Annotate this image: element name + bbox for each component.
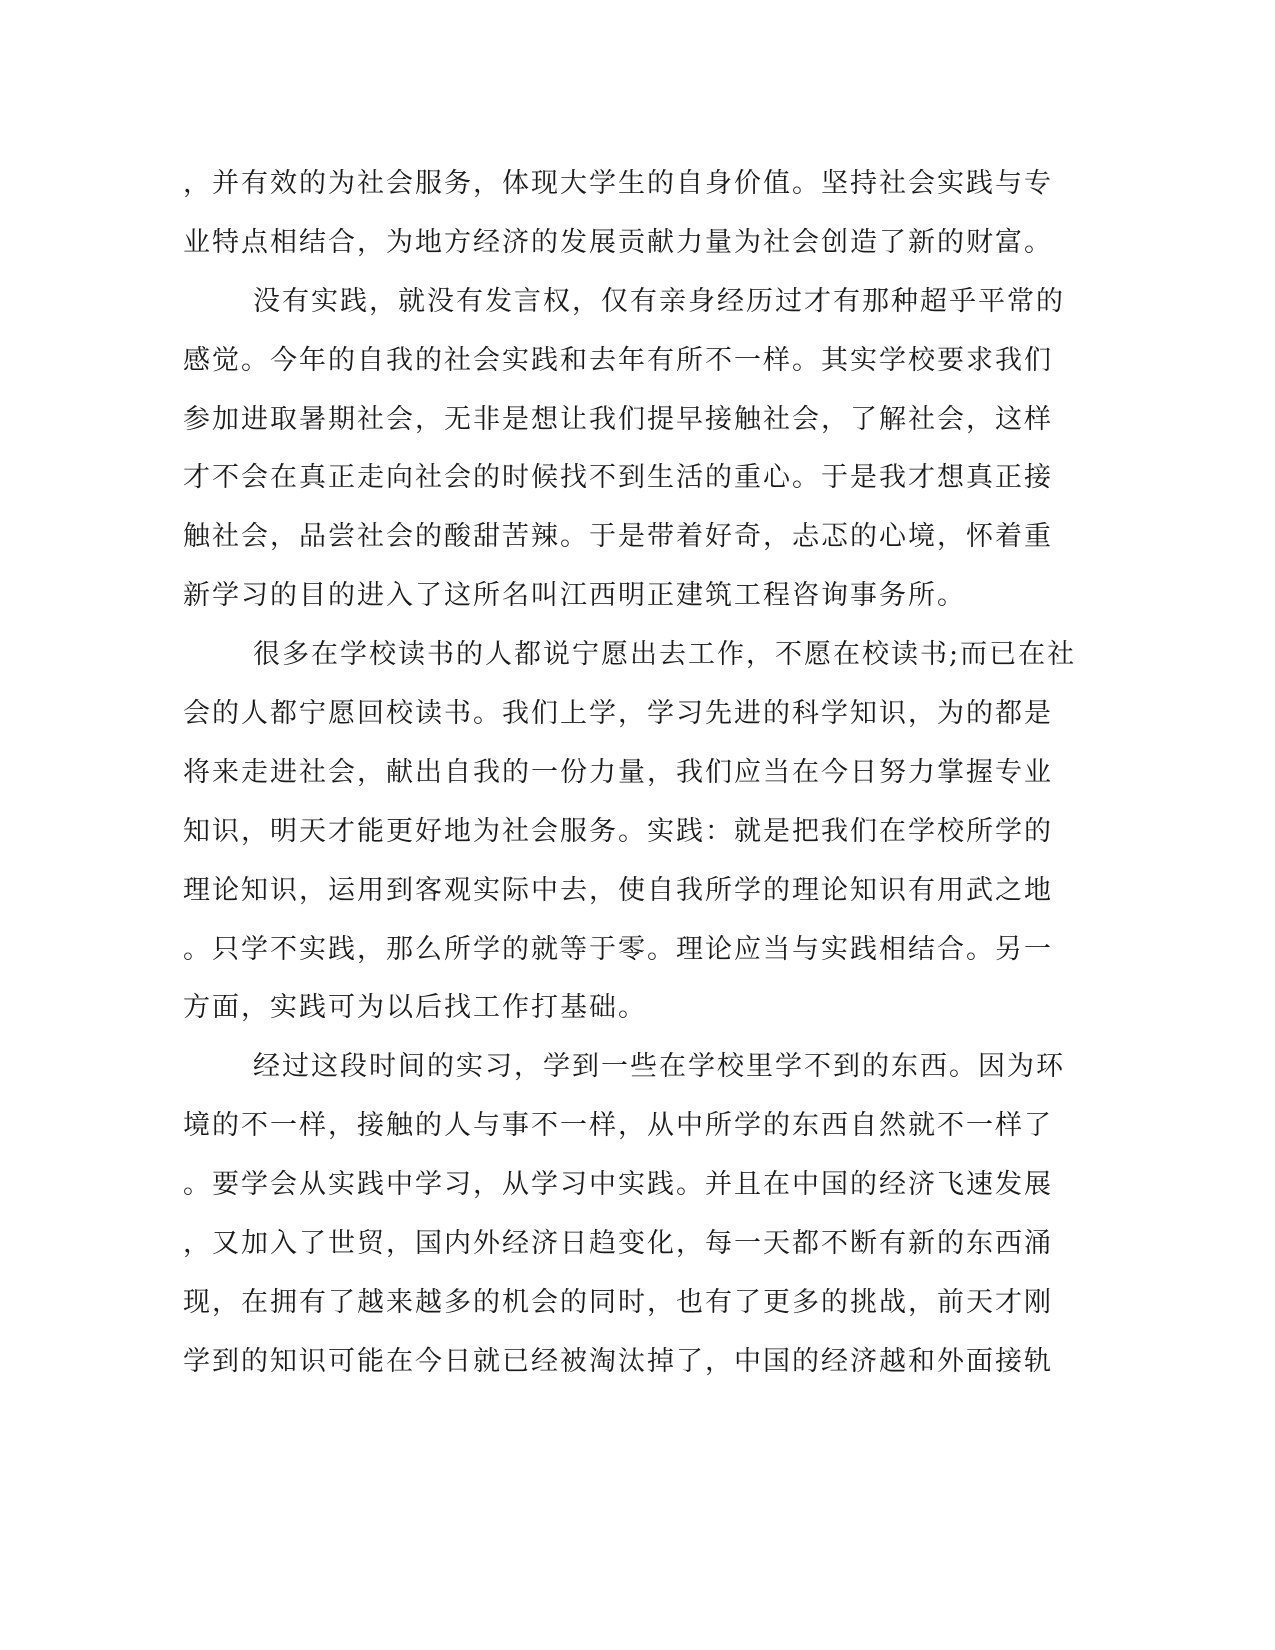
paragraph-first-line: 没有实践，就没有发言权，仅有亲身经历过才有那种超乎平常的 [253, 285, 1065, 317]
text-line: ，并有效的为社会服务，体现大学生的自身价值。坚持社会实践与专 [183, 168, 1053, 199]
text-line: ，又加入了世贸，国内外经济日趋变化，每一天都不断有新的东西涌 [183, 1228, 1053, 1260]
text-line: 业特点相结合，为地方经济的发展贡献力量为社会创造了新的财富。 [183, 226, 1053, 258]
text-line: 。只学不实践，那么所学的就等于零。理论应当与实践相结合。另一 [183, 933, 1053, 965]
text-line: 现，在拥有了越来越多的机会的同时，也有了更多的挑战，前天才刚 [183, 1286, 1053, 1318]
text-line: 。要学会从实践中学习，从学习中实践。并且在中国的经济飞速发展 [183, 1169, 1053, 1201]
text-line: 感觉。今年的自我的社会实践和去年有所不一样。其实学校要求我们 [183, 344, 1053, 376]
text-line: 学到的知识可能在今日就已经被淘汰掉了，中国的经济越和外面接轨 [183, 1345, 1053, 1377]
text-line: 触社会，品尝社会的酸甜苦辣。于是带着好奇，忐忑的心境，怀着重 [183, 521, 1053, 553]
text-line: 知识，明天才能更好地为社会服务。实践：就是把我们在学校所学的 [183, 815, 1053, 847]
text-line: 境的不一样，接触的人与事不一样，从中所学的东西自然就不一样了 [183, 1110, 1053, 1142]
text-line: 才不会在真正走向社会的时候找不到生活的重心。于是我才想真正接 [183, 462, 1053, 494]
text-line: 理论知识，运用到客观实际中去，使自我所学的理论知识有用武之地 [183, 874, 1053, 906]
text-line: 方面，实践可为以后找工作打基础。 [183, 992, 647, 1024]
text-line: 会的人都宁愿回校读书。我们上学，学习先进的科学知识，为的都是 [183, 698, 1053, 730]
paragraph-first-line: 很多在学校读书的人都说宁愿出去工作，不愿在校读书;而已在社 [253, 639, 1077, 671]
text-line: 参加进取暑期社会，无非是想让我们提早接触社会，了解社会，这样 [183, 403, 1053, 435]
body-text [183, 155, 1083, 1392]
text-line: 新学习的目的进入了这所名叫江西明正建筑工程咨询事务所。 [183, 580, 966, 612]
text-line: 将来走进社会，献出自我的一份力量，我们应当在今日努力掌握专业 [183, 756, 1053, 788]
paragraph-first-line: 经过这段时间的实习，学到一些在学校里学不到的东西。因为环 [253, 1051, 1065, 1083]
